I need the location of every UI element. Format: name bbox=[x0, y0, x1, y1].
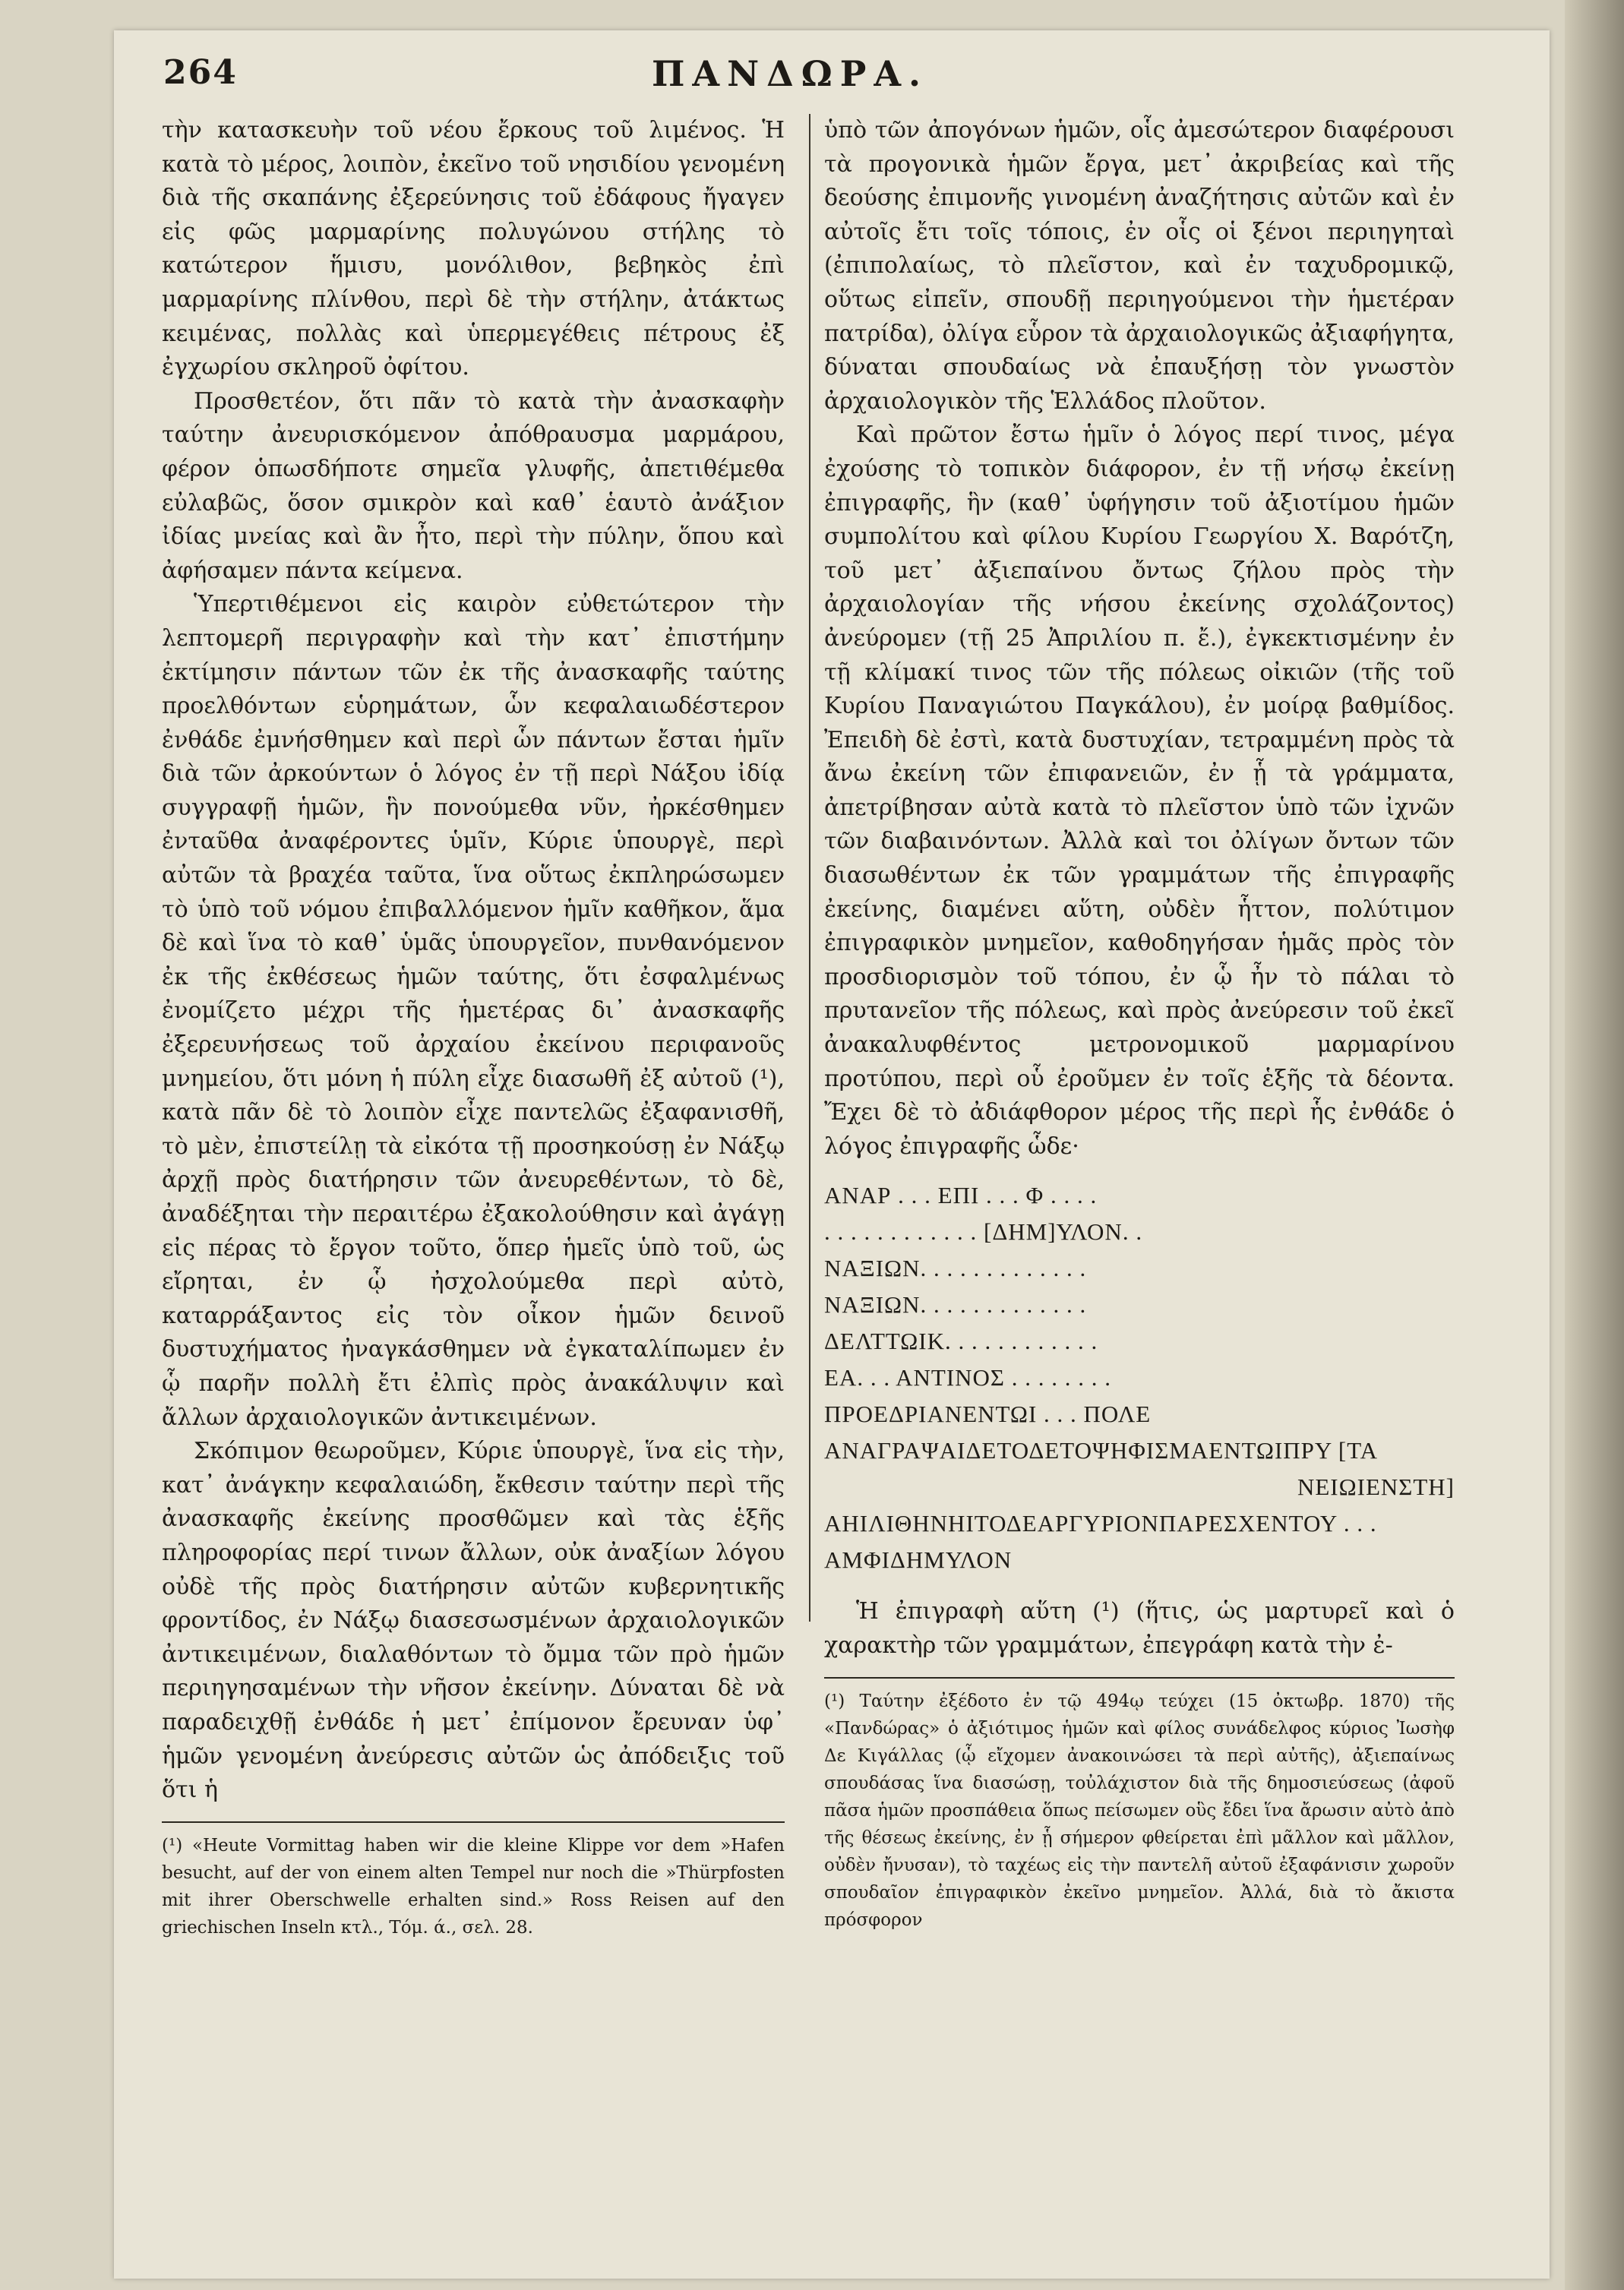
right-paragraph-1: ὑπὸ τῶν ἀπογόνων ἡμῶν, οἷς ἀμεσώτερον διαφέρουσι τὰ προγονικὰ ἡμῶν ἔργα, μετ᾽ ἀκριβείας καὶ τῆς δεούσης ἐπιμονῆς γινομένη ἀναζήτησις αὐτῶν καὶ ἐν αὐτοῖς ἔτι τοῖς τόποις, ἐν οἷς οἱ ξένοι περιηγηταὶ (ἐπιπολαίως, τὸ πλεῖστον, καὶ ἐν ταχυδρομικῷ, οὕτως εἰπεῖν, σπουδῇ περιηγούμενοι τὴν ἡμετέραν πατρίδα), ὀλίγα εὗρον τὰ ἀρχαιολογικῶς ἀξιαφήγητα, δύναται σπουδαίως νὰ ἐπαυξήσῃ τὸν γνωστὸν ἀρχαιολογικὸν τῆς Ἑλλάδος πλοῦτον. bbox=[824, 117, 1455, 415]
inscription-line: ΝΑΞΙΩΝ. . . . . . . . . . . . . bbox=[824, 1255, 1087, 1282]
left-paragraph-1: τὴν κατασκευὴν τοῦ νέου ἔρκους τοῦ λιμένος. Ἡ κατὰ τὸ μέρος, λοιπὸν, ἐκεῖνο τοῦ νησιδίου γενομένη διὰ τῆς σκαπάνης ἐξερεύνησις τοῦ ἐδάφους ἤγαγεν εἰς φῶς μαρμαρίνης πολυγώνου στήλης τὸ κατώτερον ἥμισυ, μονόλιθον, βεβηκὸς ἐπὶ μαρμαρίνης πλίνθου, περὶ δὲ τὴν στήλην, ἀτάκτως κειμένας, πολλὰς καὶ ὑπερμεγέθεις πέτρους ἐξ ἐγχωρίου σκληροῦ ὀφίτου. bbox=[162, 117, 785, 381]
right-paragraph-2: Καὶ πρῶτον ἔστω ἡμῖν ὁ λόγος περί τινος, μέγα ἐχούσης τὸ τοπικὸν διάφορον, ἐν τῇ νήσῳ ἐκείνῃ ἐπιγραφῆς, ἣν (καθ᾽ ὑφήγησιν τοῦ ἀξιοτίμου ἡμῶν συμπολίτου καὶ φίλου Κυρίου Γεωργίου Χ. Βαρότζη, τοῦ μετ᾽ ἀξιεπαίνου ὄντως ζήλου πρὸς τὴν ἀρχαιολογίαν τῆς νήσου ἐκείνης σχολάζοντος) ἀνεύρομεν (τῇ 25 Ἀπριλίου π. ἔ.), ἐγκεκτισμένην ἐν τῇ κλίμακί τινος τῶν τῆς πόλεως οἰκιῶν (τῆς τοῦ Κυρίου Παναγιώτου Παγκάλου), ἐν μοίρᾳ βαθμίδος. Ἐπειδὴ δὲ ἐστὶ, κατὰ δυστυχίαν, τετραμμένη πρὸς τὰ ἄνω ἐκείνη τῶν ἐπιφανειῶν, ἐν ᾗ τὰ γράμματα, ἀπετρίβησαν αὐτὰ κατὰ τὸ πλεῖστον ὑπὸ τῶν ἰχνῶν τῶν διαβαινόντων. Ἀλλὰ καὶ τοι ὀλίγων ὄντων τῶν διασωθέντων ἐκ τῶν γραμμάτων τῆς ἐπιγραφῆς ἐκείνης, διαμένει αὕτη, οὐδὲν ἧττον, πολύτιμον ἐπιγραφικὸν μνημεῖον, καθοδηγήσαν ἡμᾶς πρὸς τὸν προσδιορισμὸν τοῦ τόπου, ἐν ᾧ ἦν τὸ πάλαι τὸ πρυτανεῖον τῆς πόλεως, καὶ πρὸς ἀνεύρεσιν τοῦ ἐκεῖ ἀνακαλυφθέντος μετρονομικοῦ μαρμαρίνου προτύπου, περὶ οὗ ἐροῦμεν ἐν τοῖς ἑξῆς τὰ δέοντα. Ἔχει δὲ τὸ ἀδιάφθορον μέρος τῆς περὶ ἧς ἐνθάδε ὁ λόγος ἐπιγραφῆς ὧδε· bbox=[824, 422, 1455, 1160]
inscription-line: ΝΑΞΙΩΝ. . . . . . . . . . . . . bbox=[824, 1291, 1087, 1319]
page-number: 264 bbox=[163, 53, 238, 92]
inscription-line: ΑΜΦΙΔΗΜΥΛΟΝ bbox=[824, 1546, 1013, 1574]
footnote-divider bbox=[824, 1677, 1455, 1679]
inscription-line: ΠΡΟΕΔΡΙΑΝΕΝΤΩΙ . . . ΠΟΛΕ bbox=[824, 1401, 1152, 1428]
inscription-line: ΑΝΑΓΡΑΨΑΙΔΕΤΟΔΕΤΟΨΗΦΙΣΜΑΕΝΤΩΙΠΡΥ [ΤΑ bbox=[824, 1437, 1379, 1464]
inscription-line: ΑΝΑΡ . . . ΕΠΙ . . . Φ . . . . bbox=[824, 1182, 1098, 1209]
left-paragraph-4: Σκόπιμον θεωροῦμεν, Κύριε ὑπουργὲ, ἵνα εἰς τὴν, κατ᾽ ἀνάγκην κεφαλαιώδη, ἔκθεσιν ταύτην περὶ τῆς ἀνασκαφῆς ἐκείνης προσθῶμεν καὶ τὰς ἑξῆς πληροφορίας περί τινων ἄλλων, οὐκ ἀναξίων λόγου οὐδὲ τῆς πρὸς διατήρησιν αὐτῶν κυβερνητικῆς φροντίδος, ἐν Νάξῳ διασεσωσμένων ἀρχαιολογικῶν ἀντικειμένων, διαλαθόντων τὸ ὄμμα τῶν πρὸ ἡμῶν περιηγησαμένων τὴν νῆσον ἐκείνην. Δύναται δὲ νὰ παραδειχθῇ ἐνθάδε ἡ μετ᾽ ἐπίμονον ἔρευναν ὑφ᾽ ἡμῶν γενομένη ἀνεύρεσις αὐτῶν ὡς ἀπόδειξις τοῦ ὅτι ἡ bbox=[162, 1438, 785, 1804]
left-column bbox=[162, 114, 785, 1941]
right-footnote bbox=[824, 1688, 1455, 1934]
journal-title: ΠΑΝΔΩΡΑ. bbox=[651, 53, 929, 94]
inscription-line: ΑΗΙΛΙΘΗΝΗΙΤΟΔΕΑΡΓΥΡΙΟΝΠΑΡΕΣΧΕΝΤΟΥ . . . bbox=[824, 1510, 1377, 1537]
left-footnote bbox=[162, 1832, 785, 1941]
right-footnote-text: (¹) Ταύτην ἐξέδοτο ἐν τῷ 494ῳ τεύχει (15 ὀκτωβρ. 1870) τῆς «Πανδώρας» ὁ ἀξιότιμος ἡμῶν καὶ φίλος συνάδελφος κύριος Ἰωσὴφ Δε Κιγάλλας (ᾧ εἴχομεν ἀνακοινώσει τὰ περὶ αὐτῆς), ἀξιεπαίνως σπουδάσας ἵνα διασώσῃ, τοὐλάχιστον διὰ τῆς δημοσιεύσεως (ἀφοῦ πᾶσα ἡμῶν προσπάθεια ὅπως πείσωμεν οὓς ἔδει ἵνα ἄρωσιν αὐτὸ ἀπὸ τῆς θέσεως ἐκείνης, ἐν ᾗ σήμερον φθείρεται ἐπὶ μᾶλλον καὶ μᾶλλον, οὐδὲν ἤνυσαν), τὸ ταχέως εἰς τὴν παντελῆ αὐτοῦ ἐξαφάνισιν χωροῦν σπουδαῖον ἐπιγραφικὸν ἐκεῖνο μνημεῖον. Ἀλλά, διὰ τὸ ἄκιστα πρόσφορον bbox=[824, 1691, 1455, 1930]
inscription-line: ΕΑ. . . ΑΝΤΙΝΟΣ . . . . . . . . bbox=[824, 1364, 1111, 1391]
footnote-divider bbox=[162, 1821, 785, 1823]
page-header bbox=[163, 53, 1417, 99]
inscription-line: ΔΕΛΤΤΩΙΚ. . . . . . . . . . . . bbox=[824, 1328, 1098, 1355]
inscription-line: ΝΕΙΩΙΕΝΣΤΗ] bbox=[1297, 1473, 1455, 1501]
inscription-block bbox=[824, 1177, 1455, 1578]
right-paragraph-3: Ἡ ἐπιγραφὴ αὕτη (¹) (ἥτις, ὡς μαρτυρεῖ καὶ ὁ χαρακτὴρ τῶν γραμμάτων, ἐπεγράφη κατὰ τὴν ἐ- bbox=[824, 1598, 1455, 1659]
book-spine-edge bbox=[1565, 0, 1624, 2290]
left-footnote-text: (¹) «Heute Vormittag haben wir die kleine Klippe vor dem »Hafen besucht, auf der von einem alten Tempel nur noch die »Thürpfosten mit ihrer Oberschwelle erhalten sind.» Ross Reisen auf den griechischen Inseln κτλ., Τόμ. ά., σελ. 28. bbox=[162, 1835, 785, 1938]
column-divider bbox=[809, 114, 810, 1622]
left-paragraph-2: Προσθετέον, ὅτι πᾶν τὸ κατὰ τὴν ἀνασκαφὴν ταύτην ἀνευρισκόμενον ἀπόθραυσμα μαρμάρου, φέρον ὁπωσδήποτε σημεῖα γλυφῆς, ἀπετιθέμεθα εὐλαβῶς, ὅσον σμικρὸν καὶ καθ᾽ ἑαυτὸ ἀνάξιον ἰδίας μνείας καὶ ἂν ἦτο, περὶ τὴν πύλην, ὅπου καὶ ἀφήσαμεν πάντα κείμενα. bbox=[162, 387, 785, 584]
right-column bbox=[824, 114, 1455, 1934]
inscription-line: . . . . . . . . . . . . [ΔΗΜ]ΥΛΟΝ. . bbox=[824, 1218, 1143, 1246]
left-paragraph-3: Ὑπερτιθέμενοι εἰς καιρὸν εὐθετώτερον τὴν λεπτομερῆ περιγραφὴν καὶ τὴν κατ᾽ ἐπιστήμην ἐκτίμησιν πάντων τῶν ἐκ τῆς ἀνασκαφῆς ταύτης προελθόντων εὑρημάτων, ὧν κεφαλαιωδέστερον ἐνθάδε ἐμνήσθημεν καὶ περὶ ὧν πάντων ἔσται ἡμῖν διὰ τῶν ἀρκούντων ὁ λόγος ἐν τῇ περὶ Νάξου ἰδίᾳ συγγραφῇ ἡμῶν, ἣν πονούμεθα νῦν, ἠρκέσθημεν ἐνταῦθα ἀναφέροντες ὑμῖν, Κύριε ὑπουργὲ, περὶ αὐτῶν τὰ βραχέα ταῦτα, ἵνα οὕτως ἐκπληρώσωμεν τὸ ὑπὸ τοῦ νόμου ἐπιβαλλόμενον ἡμῖν καθῆκον, ἅμα δὲ καὶ ἵνα τὸ καθ᾽ ὑμᾶς ὑπουργεῖον, πυνθανόμενον ἐκ τῆς ἐκθέσεως ἡμῶν ταύτης, ὅτι ἐσφαλμένως ἐνομίζετο μέχρι τῆς ἡμετέρας δι᾽ ἀνασκαφῆς ἐξερευνήσεως τοῦ ἀρχαίου ἐκείνου περιφανοῦς μνημείου, ὅτι μόνη ἡ πύλη εἶχε διασωθῆ ἐξ αὐτοῦ (¹), κατὰ πᾶν δὲ τὸ λοιπὸν εἶχε παντελῶς ἐξαφανισθῆ, τὸ μὲν, ἐπιστείλῃ τὰ εἰκότα τῇ προσηκούσῃ ἐν Νάξῳ ἀρχῇ πρὸς διατήρησιν τῶν ἀνευρεθέντων, τὸ δὲ, ἀναδέξηται τὴν περαιτέρω ἐξακολούθησιν καὶ ἀγάγῃ εἰς πέρας τὸ ἔργον τοῦτο, ὅπερ ἡμεῖς ὑπὸ τοῦ, ὡς εἴρηται, ἐν ᾧ ἠσχολούμεθα περὶ αὐτὸ, καταρράξαντος εἰς τὸν οἶκον ἡμῶν δεινοῦ δυστυχήματος ἠναγκάσθημεν νὰ ἐγκαταλίπωμεν ἐν ᾧ παρῆν πολλὴ ἔτι ἐλπὶς πρὸς ἀνακάλυψιν καὶ ἄλλων ἀρχαιολογικῶν ἀντικειμένων. bbox=[162, 591, 785, 1431]
